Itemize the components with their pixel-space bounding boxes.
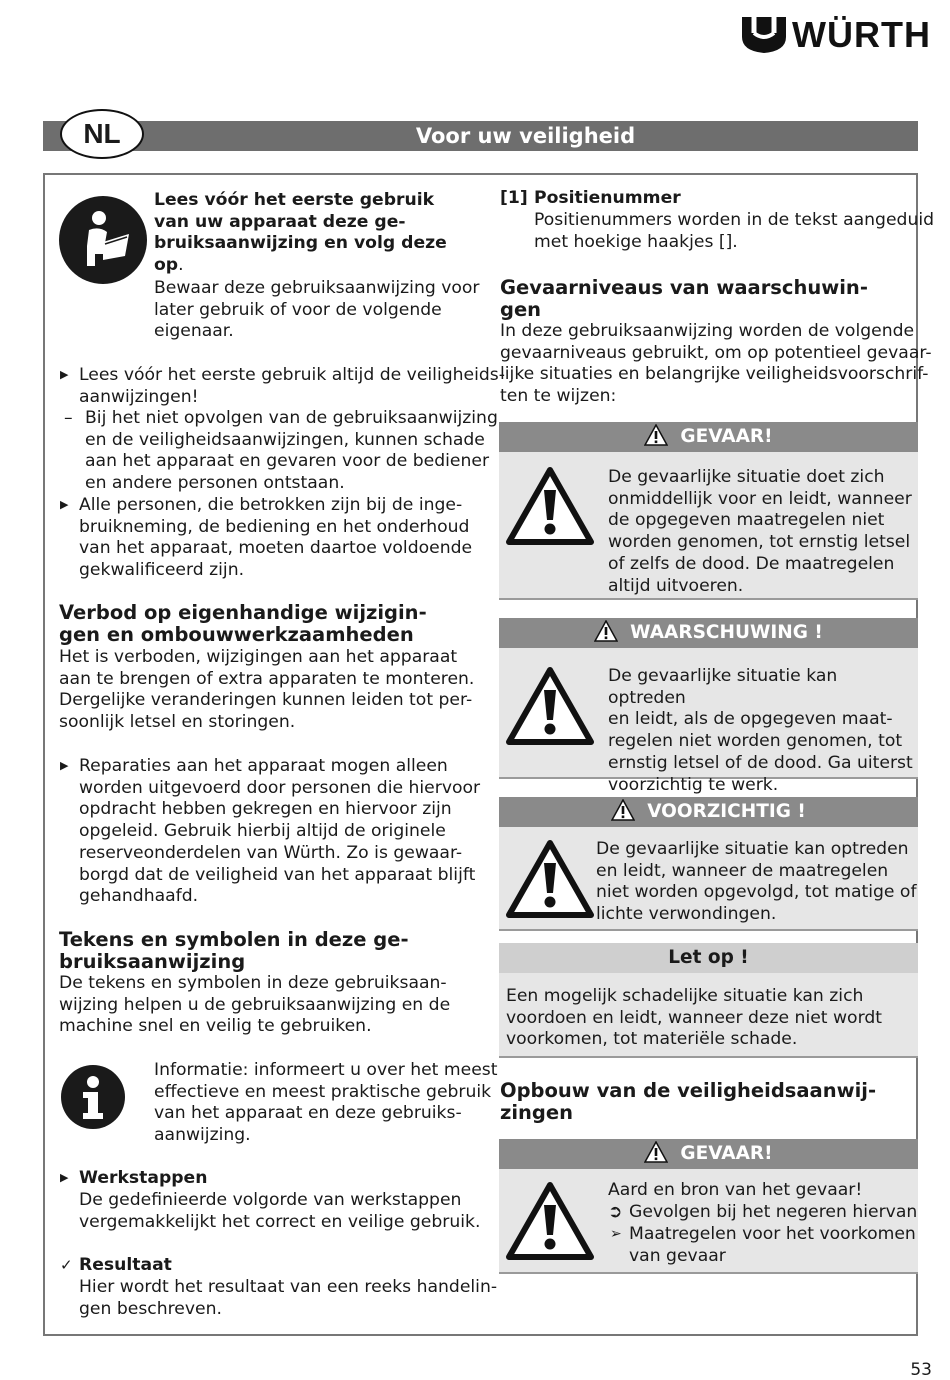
page-title: Voor uw veiligheid	[415, 124, 636, 148]
heading-gevaarniveaus: Gevaarniveaus van waarschuwin- gen	[500, 276, 868, 321]
list-item: Lees vóór het eerste gebruik altijd de veiligheids- aanwijzingen!	[79, 365, 505, 407]
info-icon	[61, 1065, 125, 1129]
caution-box: De gevaarlijke situatie kan optreden en leidt, wanneer de maatregelen niet worden opgevolgd, tot matige of lichte verwondingen.	[499, 827, 918, 931]
bullet-triangle-icon: ▶	[60, 368, 69, 381]
heading-verbod: Verbod op eigenhandige wijzigin- gen en ombouwwerkzaamheden	[59, 601, 427, 646]
intro-text: Bewaar deze gebruiksaanwijzing voor later gebruik of voor de volgende eigenaar.	[154, 278, 480, 342]
danger-box-example: Aard en bron van het gevaar! ➲ Gevolgen bij het negeren hiervan ➢ Maatregelen voor het voorkomen van gevaar	[499, 1169, 918, 1274]
werkstappen-text: De gedefinieerde volgorde van werkstappen vergemakkelijkt het correct en veilige gebruik.	[79, 1190, 481, 1232]
danger-header: GEVAAR!	[499, 422, 918, 452]
section-header	[43, 121, 918, 151]
checkmark-icon: ✓	[60, 1256, 73, 1274]
bullet-triangle-icon: ▶	[60, 1171, 69, 1184]
notice-header: Let op !	[499, 943, 918, 973]
dash-marker: –	[64, 408, 73, 428]
chevron-right-icon: ➢	[610, 1226, 622, 1242]
warning-triangle-icon	[594, 620, 618, 642]
warning-triangle-icon	[505, 666, 595, 746]
caution-header: VOORZICHTIG !	[499, 797, 918, 827]
wurth-logo	[740, 12, 935, 58]
wurth-logo-icon	[740, 15, 788, 55]
list-item: Reparaties aan het apparaat mogen alleen worden uitgevoerd door personen die hiervoor opdracht hebben gekregen en hiervoor zijn opgeleid. Gebruik hierbij altijd de originele reserveonderdelen van Würth. Zo is gewaar- borgd dat de veiligheid van het apparaat blijft gehandhaafd.	[79, 756, 481, 907]
list-item: Alle personen, die betrokken zijn bij de inge- bruikneming, de bediening en het onderhoud van het apparaat, moeten daartoe voldoende gekwalificeerd zijn.	[79, 495, 473, 581]
warning-triangle-icon	[644, 424, 668, 446]
position-title: Positienummer	[534, 188, 681, 208]
warning-box: De gevaarlijke situatie kan optreden en leidt, als de opgegeven maat- regelen niet worden genomen, tot ernstig letsel of de dood. Ga uiterst voorzichtig te werk.	[499, 648, 918, 779]
bullet-triangle-icon: ▶	[60, 759, 69, 772]
warning-triangle-icon	[505, 1181, 595, 1261]
heading-opbouw: Opbouw van de veiligheidsaanwij- zingen	[500, 1079, 877, 1124]
language-badge: NL	[60, 109, 144, 159]
warning-triangle-icon	[505, 839, 595, 919]
info-text: Informatie: informeert u over het meest effectieve en meest praktische gebruik van het apparaat en deze gebruiks- aanwijzing.	[154, 1060, 498, 1146]
page-number: 53	[910, 1360, 932, 1380]
paragraph-gevaarniveaus: In deze gebruiksaanwijzing worden de volgende gevaarniveaus gebruikt, om op potentieel gevaar- lijke situaties en belangrijke veiligheidsvoorschrif- ten te wijzen:	[500, 321, 932, 407]
list-item: Bij het niet opvolgen van de gebruiksaanwijzing en de veiligheidsaanwijzingen, kunnen schade aan het apparaat en gevaren voor de bediener en andere personen ontstaan.	[85, 408, 498, 494]
warning-header: WAARSCHUWING !	[499, 618, 918, 648]
position-text: Positienummers worden in de tekst aangeduid met hoekige haakjes [].	[534, 210, 935, 252]
read-manual-icon	[59, 196, 147, 284]
warning-triangle-icon	[505, 466, 595, 546]
position-label: [1]	[500, 188, 528, 208]
werkstappen-title: Werkstappen	[79, 1168, 208, 1188]
arrow-circle-icon: ➲	[608, 1202, 623, 1222]
warning-triangle-icon	[644, 1141, 668, 1163]
danger-box: De gevaarlijke situatie doet zich onmiddellijk voor en leidt, wanneer de opgegeven maatregelen niet worden genomen, tot ernstig letsel of zelfs de dood. De maatregelen altijd uitvoeren.	[499, 452, 918, 600]
paragraph-verbod: Het is verboden, wijzigingen aan het apparaat aan te brengen of extra apparaten te monteren. Dergelijke veranderingen kunnen leiden tot per- soonlijk letsel en storingen.	[59, 647, 475, 733]
brand-name: WÜRTH	[792, 14, 931, 55]
notice-box: Een mogelijk schadelijke situatie kan zich voordoen en leidt, wanneer deze niet wordt voorkomen, tot materiële schade.	[499, 973, 918, 1058]
intro-bold: Lees vóór het eerste gebruik van uw apparaat deze ge- bruiksaanwijzing en volg deze op.	[154, 190, 447, 276]
resultaat-text: Hier wordt het resultaat van een reeks handelin- gen beschreven.	[79, 1277, 498, 1319]
bullet-triangle-icon: ▶	[60, 498, 69, 511]
heading-tekens: Tekens en symbolen in deze ge- bruiksaanwijzing	[59, 928, 409, 973]
warning-triangle-icon	[611, 799, 635, 821]
paragraph-tekens: De tekens en symbolen in deze gebruiksaan- wijzing helpen u de gebruiksaanwijzing en de machine snel en veilig te gebruiken.	[59, 973, 451, 1037]
resultaat-title: Resultaat	[79, 1255, 172, 1275]
danger-header-example: GEVAAR!	[499, 1139, 918, 1169]
